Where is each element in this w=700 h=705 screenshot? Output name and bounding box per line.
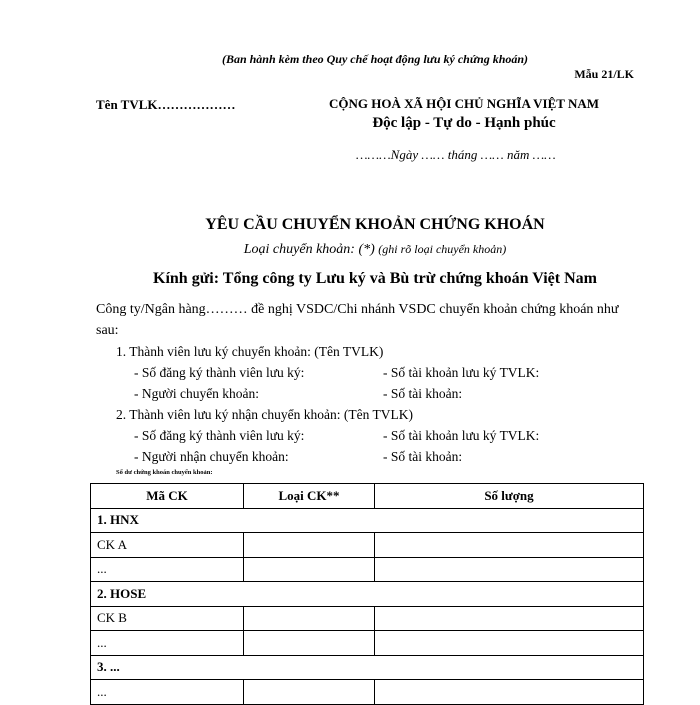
form-code: Mẫu 21/LK <box>574 67 634 81</box>
section-1-row-1-left: - Số đăng ký thành viên lưu ký: <box>134 365 305 380</box>
quantity-cell <box>375 606 644 631</box>
transfer-type-line <box>0 242 700 258</box>
table-group-row <box>91 508 644 533</box>
table-header-row <box>91 484 644 509</box>
recipient-line: Kính gửi: Tổng công ty Lưu ký và Bù trừ chứng khoán Việt Nam <box>153 270 597 287</box>
national-motto <box>306 96 622 132</box>
stock-type-cell <box>244 631 375 656</box>
section-2-heading: 2. Thành viên lưu ký nhận chuyển khoản: (Tên TVLK) <box>116 407 413 422</box>
motto: Độc lập - Tự do - Hạnh phúc <box>372 115 556 131</box>
stock-type-cell <box>244 557 375 582</box>
stock-code-cell: ... <box>91 631 244 656</box>
quantity-cell <box>375 631 644 656</box>
stock-code-cell: CK A <box>91 533 244 558</box>
section-1-heading: 1. Thành viên lưu ký chuyển khoản: (Tên TVLK) <box>116 344 384 359</box>
quantity-cell <box>375 533 644 558</box>
table-row <box>91 606 644 631</box>
section-1-row-2-left: - Người chuyển khoản: <box>134 386 260 401</box>
stock-code-cell: ... <box>91 557 244 582</box>
stock-type-cell <box>244 533 375 558</box>
stock-type-cell <box>244 606 375 631</box>
quantity-cell <box>375 557 644 582</box>
group-label: 3. ... <box>91 655 644 680</box>
country-name: CỘNG HOÀ XÃ HỘI CHỦ NGHĨA VIỆT NAM <box>328 96 600 111</box>
document-title: YÊU CẦU CHUYỂN KHOẢN CHỨNG KHOÁN <box>205 216 545 233</box>
quantity-cell <box>375 680 644 705</box>
table-row <box>91 680 644 705</box>
table-row <box>91 631 644 656</box>
stock-type-cell <box>244 680 375 705</box>
securities-table <box>90 483 644 705</box>
stock-code-cell: ... <box>91 680 244 705</box>
section-2-row-1-left: - Số đăng ký thành viên lưu ký: <box>134 428 305 443</box>
section-2-row-1-right: - Số tài khoản lưu ký TVLK: <box>383 428 540 443</box>
date-line: ………Ngày …… tháng …… năm …… <box>356 147 556 162</box>
stock-code-cell: CK B <box>91 606 244 631</box>
section-1-row-2-right: - Số tài khoản: <box>383 386 463 401</box>
header-quantity: Số lượng <box>375 484 644 509</box>
member-name-line: Tên TVLK……………… <box>96 97 236 112</box>
section-2-row-2-right: - Số tài khoản: <box>383 449 463 464</box>
table-group-row <box>91 582 644 607</box>
header-stock-type: Loại CK** <box>244 484 375 509</box>
group-label: 1. HNX <box>91 508 644 533</box>
section-1-row-1-right: - Số tài khoản lưu ký TVLK: <box>383 365 540 380</box>
intro-paragraph: Công ty/Ngân hàng……… đề nghị VSDC/Chi nhánh VSDC chuyển khoản chứng khoán như sau: <box>96 302 619 338</box>
transfer-type-note: (ghi rõ loại chuyển khoản) <box>378 242 507 256</box>
table-row <box>91 533 644 558</box>
table-caption: Số dư chứng khoán chuyển khoản: <box>116 469 213 476</box>
header-stock-code: Mã CK <box>91 484 244 509</box>
transfer-type-label: Loại chuyển khoản: (*) <box>243 242 375 257</box>
section-2-row-2-left: - Người nhận chuyển khoản: <box>134 449 289 464</box>
issued-note: (Ban hành kèm theo Quy chế hoạt động lưu ký chứng khoán) <box>221 52 529 66</box>
table-row <box>91 557 644 582</box>
group-label: 2. HOSE <box>91 582 644 607</box>
table-group-row <box>91 655 644 680</box>
